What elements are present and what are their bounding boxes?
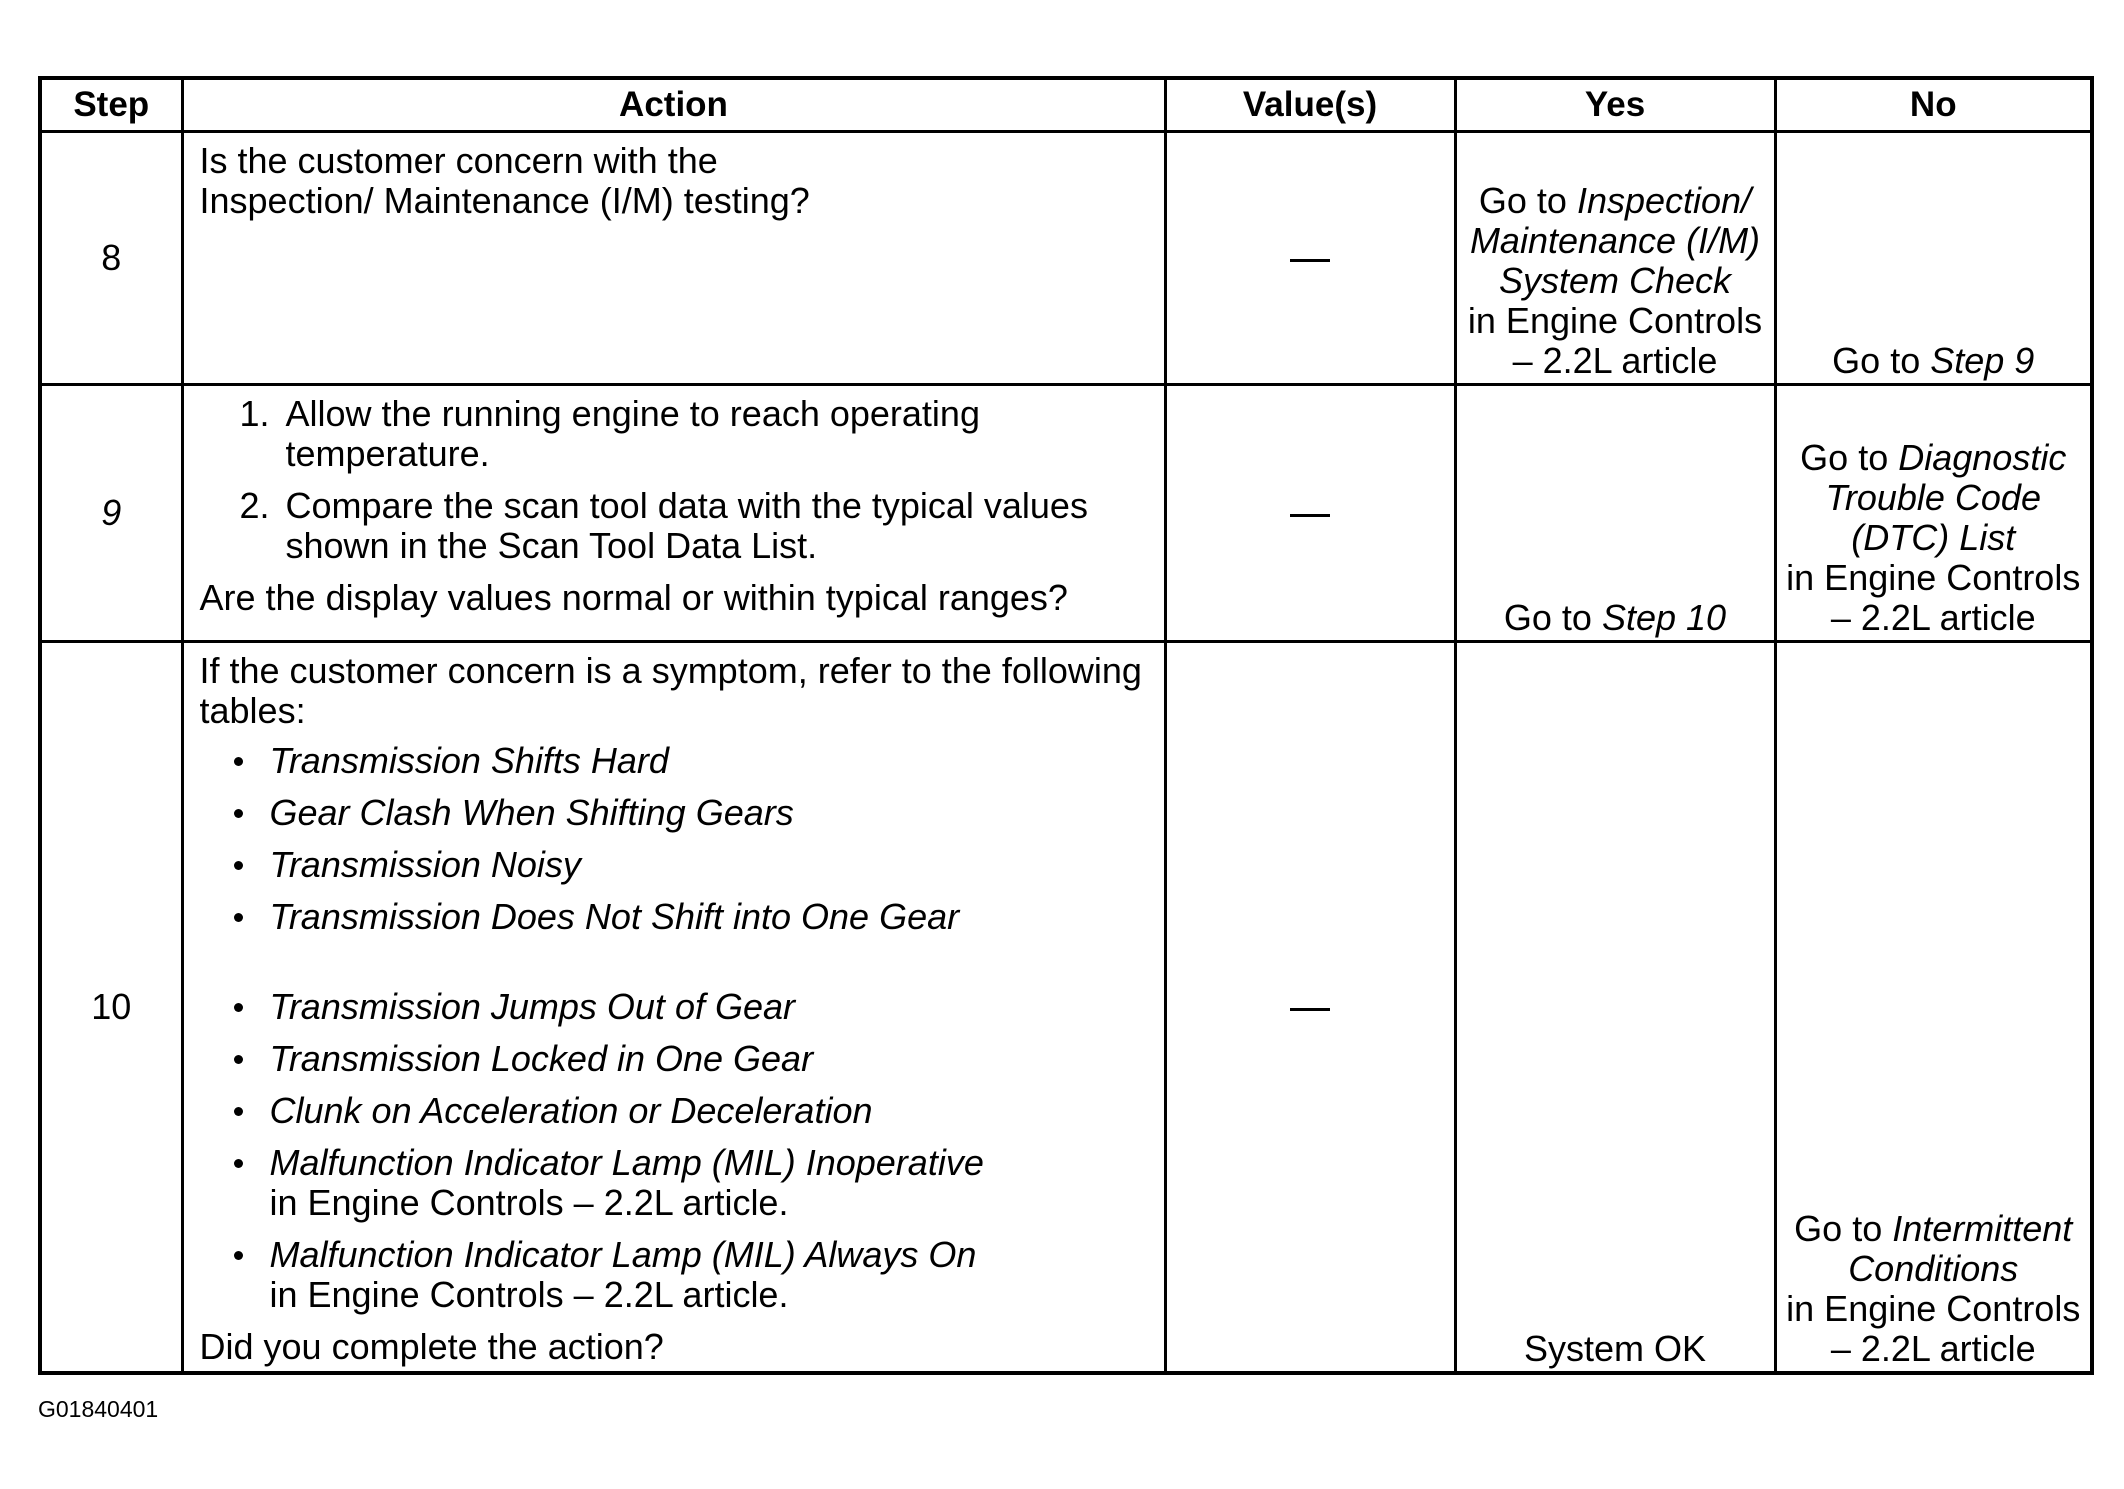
table-row [40,132,2092,385]
list-item: Malfunction Indicator Lamp (MIL) Inoperative in Engine Controls – 2.2L article. [234,1143,1150,1223]
value-dash [1290,259,1330,262]
symptom-tables-list [200,741,1150,1315]
action-cell [182,642,1165,1374]
list-item: Transmission Locked in One Gear [234,1039,1150,1079]
header-row [40,78,2092,132]
no-prefix: Go to [1800,437,1899,478]
header-yes: Yes [1455,78,1775,132]
header-step: Step [40,78,182,132]
action-cell [182,132,1165,385]
action-intro: If the customer concern is a symptom, refer to the following tables: [199,650,1142,731]
no-reference: Step 9 [1930,340,2035,381]
list-item: Transmission Noisy [234,845,1150,885]
value-dash [1290,514,1330,517]
value-dash [1290,1008,1330,1011]
figure-id: G01840401 [38,1396,159,1422]
yes-prefix: Go to [1478,180,1577,221]
header-values: Value(s) [1165,78,1455,132]
action-cell [182,385,1165,642]
step-number: 9 [40,385,182,642]
step-number: 8 [40,132,182,385]
list-item: Transmission Jumps Out of Gear [234,987,1150,1027]
action-question: Are the display values normal or within typical ranges? [199,577,1068,618]
header-no: No [1775,78,2092,132]
no-reference: Diagnostic Trouble Code (DTC) List [1825,437,2067,558]
list-item: Transmission Does Not Shift into One Gear [234,897,1150,937]
list-item: Gear Clash When Shifting Gears [234,793,1150,833]
list-item: Transmission Shifts Hard [234,741,1150,781]
header-action: Action [182,78,1165,132]
yes-prefix: Go to [1503,597,1602,638]
value-cell [1165,132,1455,385]
yes-suffix: in Engine Controls – 2.2L article [1467,300,1763,381]
no-cell [1775,132,2092,385]
table-row [40,642,2092,1374]
no-suffix: in Engine Controls – 2.2L article [1786,557,2081,638]
no-prefix: Go to [1832,340,1931,381]
no-suffix: in Engine Controls – 2.2L article [1786,1288,2081,1369]
no-prefix: Go to [1794,1208,1893,1249]
action-steps [200,394,1150,566]
action-question: Did you complete the action? [199,1326,664,1367]
no-reference: Intermittent Conditions [1848,1208,2073,1289]
value-cell [1165,642,1455,1374]
step-number: 10 [40,642,182,1374]
no-cell [1775,642,2092,1374]
action-step: 1. Allow the running engine to reach operating temperature. [280,394,1150,474]
list-item: Malfunction Indicator Lamp (MIL) Always On in Engine Controls – 2.2L article. [234,1235,1150,1315]
diagnostic-table [38,76,2094,1375]
no-cell [1775,385,2092,642]
yes-cell [1455,385,1775,642]
action-step: 2. Compare the scan tool data with the typical values shown in the Scan Tool Data List. [280,486,1150,566]
yes-result: System OK [1523,1328,1707,1369]
yes-reference: Inspection/ Maintenance (I/M) System Check [1469,180,1761,301]
list-item: Clunk on Acceleration or Deceleration [234,1091,1150,1131]
yes-reference: Step 10 [1601,597,1727,638]
value-cell [1165,385,1455,642]
yes-cell [1455,132,1775,385]
table-row [40,385,2092,642]
action-question: Is the customer concern with the Inspection/ Maintenance (I/M) testing? [199,140,810,221]
yes-cell [1455,642,1775,1374]
